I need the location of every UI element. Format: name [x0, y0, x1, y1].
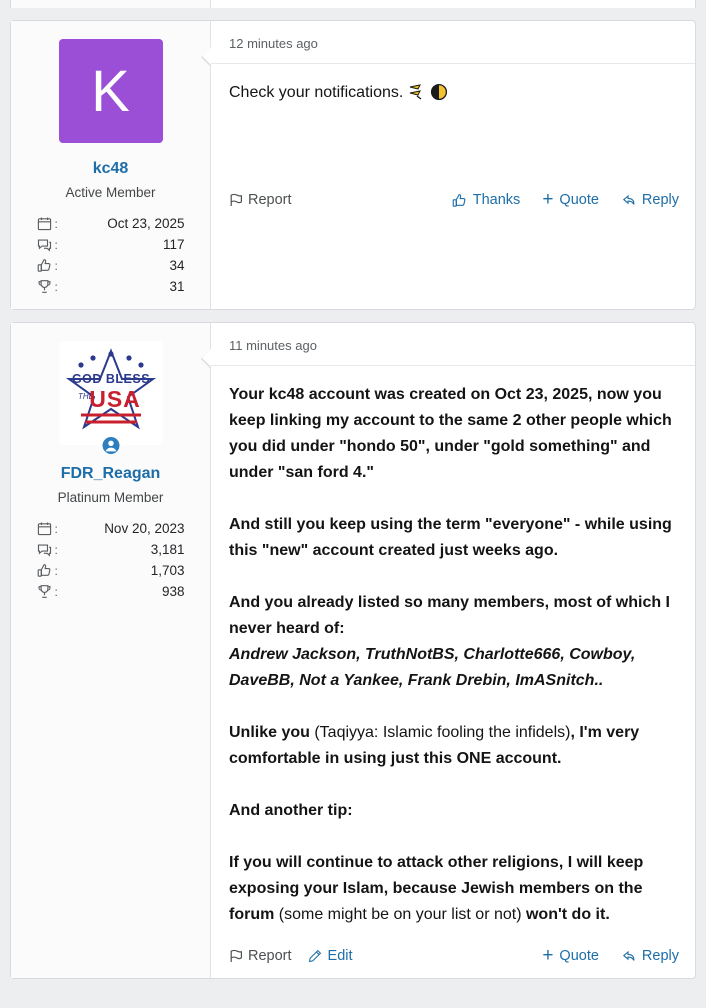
edit-label: Edit — [327, 948, 353, 964]
calendar-icon — [37, 521, 52, 536]
post-header — [211, 323, 695, 366]
stat-colon: : — [54, 279, 58, 294]
stat-value: Oct 23, 2025 — [107, 216, 185, 231]
post-message-column — [211, 323, 695, 978]
previous-post-sliver — [10, 0, 696, 8]
report-button[interactable] — [229, 192, 292, 208]
report-button[interactable] — [229, 948, 292, 964]
stat-colon: : — [54, 237, 58, 252]
report-label: Report — [248, 948, 292, 964]
svg-text:GOD BLESS: GOD BLESS — [71, 372, 150, 386]
stat-joined — [37, 213, 185, 234]
flag-icon — [229, 949, 242, 963]
stat-colon: : — [54, 584, 58, 599]
plus-icon: + — [542, 945, 554, 966]
stat-colon: : — [54, 258, 58, 273]
author-title: Active Member — [65, 185, 156, 200]
post-actions — [211, 938, 695, 978]
post-member-list: Andrew Jackson, TruthNotBS, Charlotte666, Cowboy, DaveBB, Not a Yankee, Frank Drebin, ImASnitch.. — [229, 646, 636, 689]
post-text: Check your notifications. — [229, 84, 408, 101]
half-filled-circle-emoji — [430, 83, 448, 110]
post-message-column — [211, 21, 695, 309]
online-status-icon — [101, 436, 120, 455]
stat-value: Nov 20, 2023 — [104, 521, 185, 536]
quote-label: Quote — [559, 948, 599, 964]
flag-icon — [229, 193, 242, 207]
stat-messages — [37, 234, 185, 255]
post-paragraph — [229, 512, 677, 564]
reply-label: Reply — [641, 948, 679, 964]
author-title: Platinum Member — [57, 490, 164, 505]
stat-colon: : — [54, 521, 58, 536]
svg-text:USA: USA — [88, 386, 141, 412]
plus-icon: + — [542, 189, 554, 210]
quote-button[interactable] — [542, 189, 599, 210]
thumbs-up-icon — [37, 563, 52, 578]
post-text: And still you keep using the term "everyone" - while using this "new" account created just weeks ago. — [229, 516, 672, 559]
post-author-column — [11, 21, 211, 309]
stat-reactions — [37, 560, 185, 581]
reply-icon — [621, 949, 636, 964]
avatar[interactable] — [59, 39, 163, 143]
post-text: Unlike you — [229, 724, 310, 741]
reply-button[interactable] — [621, 192, 679, 208]
post-text: , I'm very comfortable in using just this ONE account. — [229, 724, 640, 767]
thumbs-up-icon — [452, 193, 467, 208]
author-username[interactable]: FDR_Reagan — [60, 465, 161, 482]
reply-label: Reply — [641, 192, 679, 208]
avatar-wrapper[interactable] — [59, 341, 163, 445]
thanks-label: Thanks — [472, 192, 521, 208]
report-label: Report — [248, 192, 292, 208]
trophy-icon — [37, 584, 52, 599]
post-kc48 — [10, 20, 696, 310]
post-text: And another tip: — [229, 802, 353, 819]
reply-icon — [621, 193, 636, 208]
post-actions — [211, 182, 695, 222]
stat-value: 938 — [161, 584, 185, 599]
stat-colon: : — [54, 563, 58, 578]
stat-value: 117 — [162, 237, 185, 252]
post-author-column — [11, 323, 211, 978]
post-header — [211, 21, 695, 64]
thanks-button[interactable] — [452, 192, 521, 208]
stat-value: 31 — [169, 279, 185, 294]
post-paragraph — [229, 382, 677, 486]
post-text: (Taqiyya: Islamic fooling the infidels) — [309, 724, 571, 741]
post-paragraph — [229, 590, 677, 694]
trophy-icon — [37, 279, 52, 294]
avatar-wrapper[interactable] — [59, 39, 163, 143]
post-body — [211, 366, 695, 938]
messages-icon — [37, 237, 52, 252]
avatar[interactable] — [59, 341, 163, 445]
stat-reactions — [37, 255, 185, 276]
post-text: And you already listed so many members, most of which I never heard of: — [229, 594, 670, 637]
stat-messages — [37, 539, 185, 560]
quote-button[interactable] — [542, 945, 599, 966]
post-paragraph — [229, 798, 677, 824]
stat-colon: : — [54, 216, 58, 231]
thumbs-up-icon — [37, 258, 52, 273]
avatar-letter: K — [91, 58, 130, 124]
post-text: If you will continue to attack other religions, I will keep exposing your Islam, because Jewish members on the forum — [229, 854, 644, 923]
post-text: won't do it. — [525, 906, 610, 923]
stat-value: 34 — [169, 258, 185, 273]
stat-joined — [37, 518, 185, 539]
post-fdr-reagan — [10, 322, 696, 979]
calendar-icon — [37, 216, 52, 231]
post-paragraph — [229, 850, 677, 928]
post-body — [211, 64, 695, 182]
pencil-icon — [308, 949, 322, 963]
edit-button[interactable] — [308, 948, 353, 964]
author-username[interactable]: kc48 — [92, 160, 129, 177]
eyes-emoji — [408, 83, 428, 110]
post-text: (some might be on your list or not) — [274, 906, 526, 923]
author-stats — [37, 213, 185, 297]
messages-icon — [37, 542, 52, 557]
stat-value: 3,181 — [150, 542, 185, 557]
post-timestamp[interactable]: 11 minutes ago — [229, 338, 317, 353]
stat-colon: : — [54, 542, 58, 557]
emoji-group — [408, 83, 448, 110]
quote-label: Quote — [559, 192, 599, 208]
post-timestamp[interactable]: 12 minutes ago — [229, 36, 318, 51]
reply-button[interactable] — [621, 948, 679, 964]
author-stats — [37, 518, 185, 602]
post-text: Your kc48 account was created on Oct 23, 2025, now you keep linking my account to the same 2 other people which you did under "hondo 50", under "gold something" and under "san ford 4." — [229, 386, 672, 481]
stat-points — [37, 581, 185, 602]
post-paragraph — [229, 720, 677, 772]
stat-value: 1,703 — [150, 563, 185, 578]
svg-text:THE: THE — [77, 392, 94, 401]
post-paragraph — [229, 80, 677, 110]
god-bless-usa-graphic — [59, 341, 163, 445]
stat-points — [37, 276, 185, 297]
